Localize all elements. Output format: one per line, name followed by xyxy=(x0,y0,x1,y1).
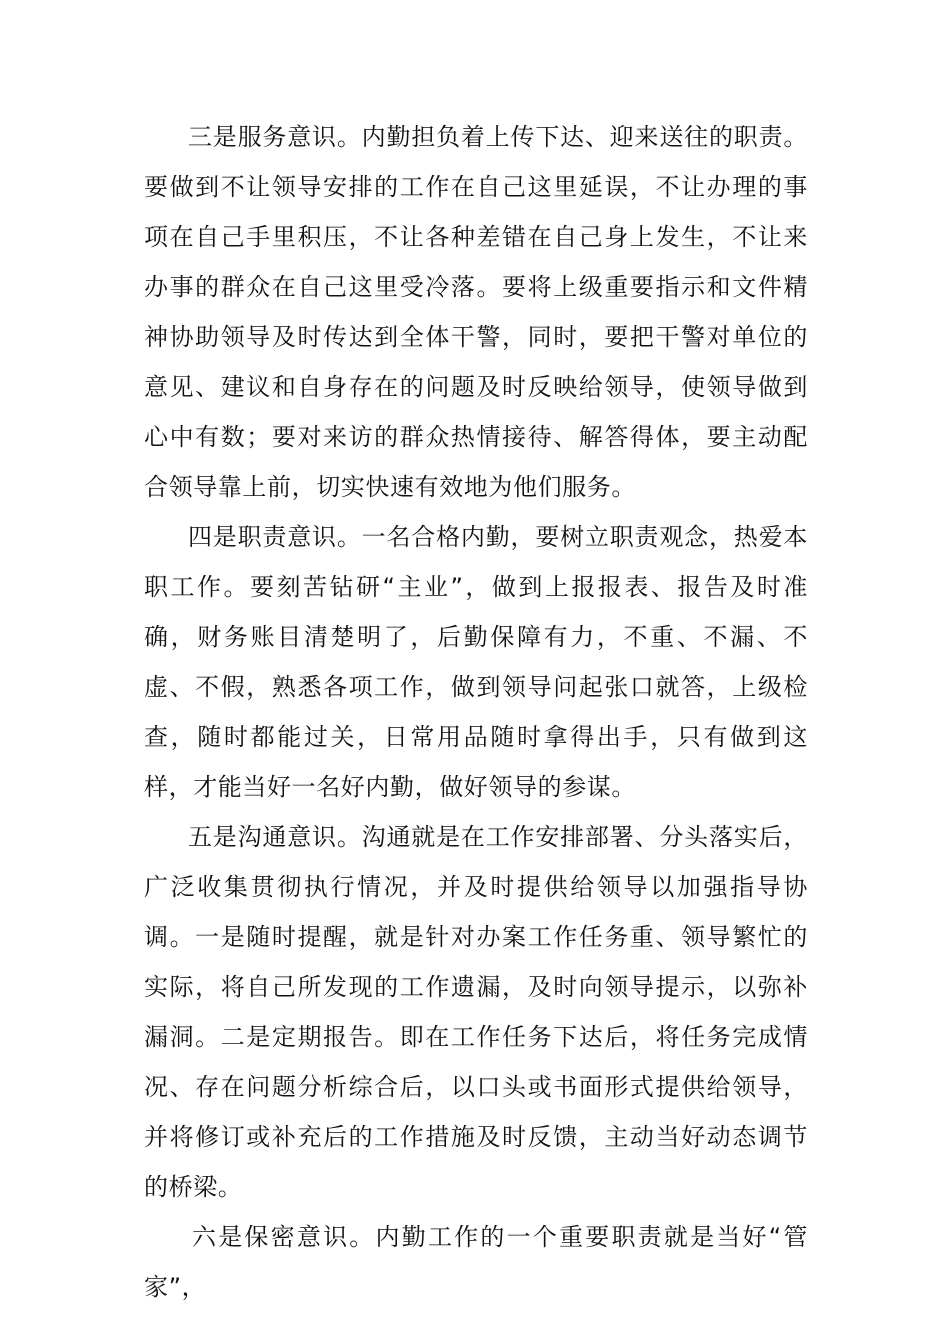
paragraph-communication-awareness: 五是沟通意识。沟通就是在工作安排部署、分头落实后，广泛收集贯彻执行情况，并及时提供给领导以加强指导协调。一是随时提醒，就是针对办案工作任务重、领导繁忙的实际，将自己所发现的工作遗漏，及时向领导提示，以弥补漏洞。二是定期报告。即在工作任务下达后，将任务完成情况、存在问题分析综合后，以口头或书面形式提供给领导，并将修订或补充后的工作措施及时反馈，主动当好动态调节的桥梁。 xyxy=(144,823,808,1201)
paragraph-confidentiality-awareness: 六是保密意识。内勤工作的一个重要职责就是当好“管家”， xyxy=(144,1223,808,1301)
paragraph-service-awareness: 三是服务意识。内勤担负着上传下达、迎来送往的职责。要做到不让领导安排的工作在自己这里延误，不让办理的事项在自己手里积压，不让各种差错在自己身上发生，不让来办事的群众在自己这里受冷落。要将上级重要指示和文件精神协助领导及时传达到全体干警，同时，要把干警对单位的意见、建议和自身存在的问题及时反映给领导，使领导做到心中有数；要对来访的群众热情接待、解答得体，要主动配合领导靠上前，切实快速有效地为他们服务。 xyxy=(144,123,808,501)
document-body xyxy=(144,112,808,1312)
paragraph-duty-awareness: 四是职责意识。一名合格内勤，要树立职责观念，热爱本职工作。要刻苦钻研“主业”，做到上报报表、报告及时准确，财务账目清楚明了，后勤保障有力，不重、不漏、不虚、不假，熟悉各项工作，做到领导问起张口就答，上级检查，随时都能过关，日常用品随时拿得出手，只有做到这样，才能当好一名好内勤，做好领导的参谋。 xyxy=(144,523,808,801)
